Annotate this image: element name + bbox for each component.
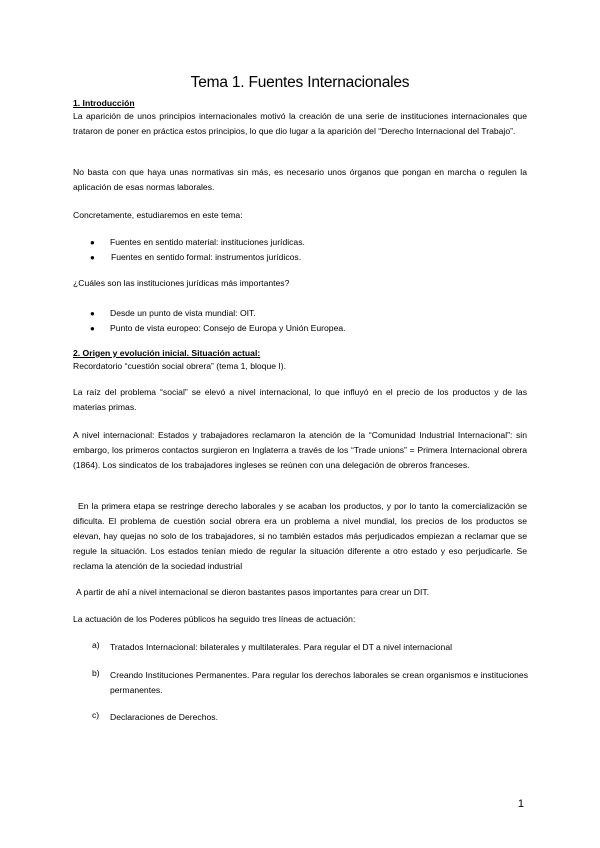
- page-number: 1: [517, 798, 524, 810]
- section-2-paragraph-3: En la primera etapa se restringe derecho laborales y se acaban los productos, y por lo tanto la comercialización se dificulta. El problema de cuestión social obrera era un problema a nivel mundial, los precios de los productos se elevan, hay quejas no solo de los trabajadores, si no también estados más perjudicados empiezan a reclamar que se regule la situación. Los estados tenían miedo de regular la situación diferente a otro estado y eso perjudicarle. Se reclama la atención de la sociedad industrial: [73, 501, 527, 571]
- list-letter: a): [92, 640, 100, 650]
- list-item: Declaraciones de Derechos.: [110, 712, 218, 722]
- section-2-paragraph-2: A nivel internacional: Estados y trabajadores reclamaron la atención de la “Comunidad Industrial Internacional”: sin embargo, los primeros contactos surgieron en Inglaterra a través de los “Trade unions” = Primera Internacional obrera (1864). Los sindicatos de los trabajadores ingleses se reúnen con una delegación de obreros franceses.: [73, 430, 527, 470]
- bullet-icon: ●: [90, 238, 95, 247]
- section-2-paragraph-4: A partir de ahí a nivel internacional se dieron bastantes pasos importantes para crear un DIT.: [76, 587, 430, 597]
- section-2-paragraph-5: La actuación de los Poderes públicos ha seguido tres líneas de actuación:: [73, 614, 356, 624]
- bullet-item: Desde un punto de vista mundial: OIT.: [110, 308, 256, 318]
- bullet-item: Fuentes en sentido material: instituciones jurídicas.: [110, 237, 305, 247]
- bullet-item: Punto de vista europeo: Consejo de Europa y Unión Europea.: [110, 323, 346, 333]
- section-1-question: ¿Cuáles son las instituciones jurídicas más importantes?: [73, 278, 290, 288]
- section-2-paragraph-1: La raíz del problema “social” se elevó a nivel internacional, lo que influyó en el precio de los productos y de las materias primas.: [73, 387, 527, 412]
- list-letter: c): [92, 710, 100, 720]
- section-1-paragraph-3: Concretamente, estudiaremos en este tema:: [73, 210, 243, 220]
- section-1-heading: 1. Introducción: [73, 98, 135, 108]
- section-1-paragraph-1: La aparición de unos principios internacionales motivó la creación de una serie de instituciones internacionales que trataron de poner en práctica estos principios, lo que dio lugar a la aparición del “Derecho Internacional del Trabajo”.: [73, 111, 527, 136]
- bullet-icon: ●: [90, 309, 95, 318]
- section-1-paragraph-2: No basta con que haya unas normativas sin más, es necesario unos órganos que pongan en marcha o regulen la aplicación de esas normas laborales.: [73, 167, 527, 192]
- bullet-item: Fuentes en sentido formal: instrumentos jurídicos.: [111, 252, 302, 262]
- list-item: Tratados Internacional: bilaterales y multilaterales. Para regular el DT a nivel internacional: [110, 642, 453, 652]
- section-2-reminder: Recordatorio “cuestión social obrera” (tema 1, bloque I).: [73, 361, 287, 371]
- bullet-icon: ●: [90, 253, 95, 262]
- page-title: Tema 1. Fuentes Internacionales: [190, 74, 410, 91]
- bullet-icon: ●: [90, 324, 95, 333]
- section-2-heading: 2. Origen y evolución inicial. Situación actual:: [73, 348, 261, 358]
- list-letter: b): [92, 668, 100, 678]
- list-item: Creando Instituciones Permanentes. Para regular los derechos laborales se crean organismos e instituciones permanentes.: [110, 670, 528, 695]
